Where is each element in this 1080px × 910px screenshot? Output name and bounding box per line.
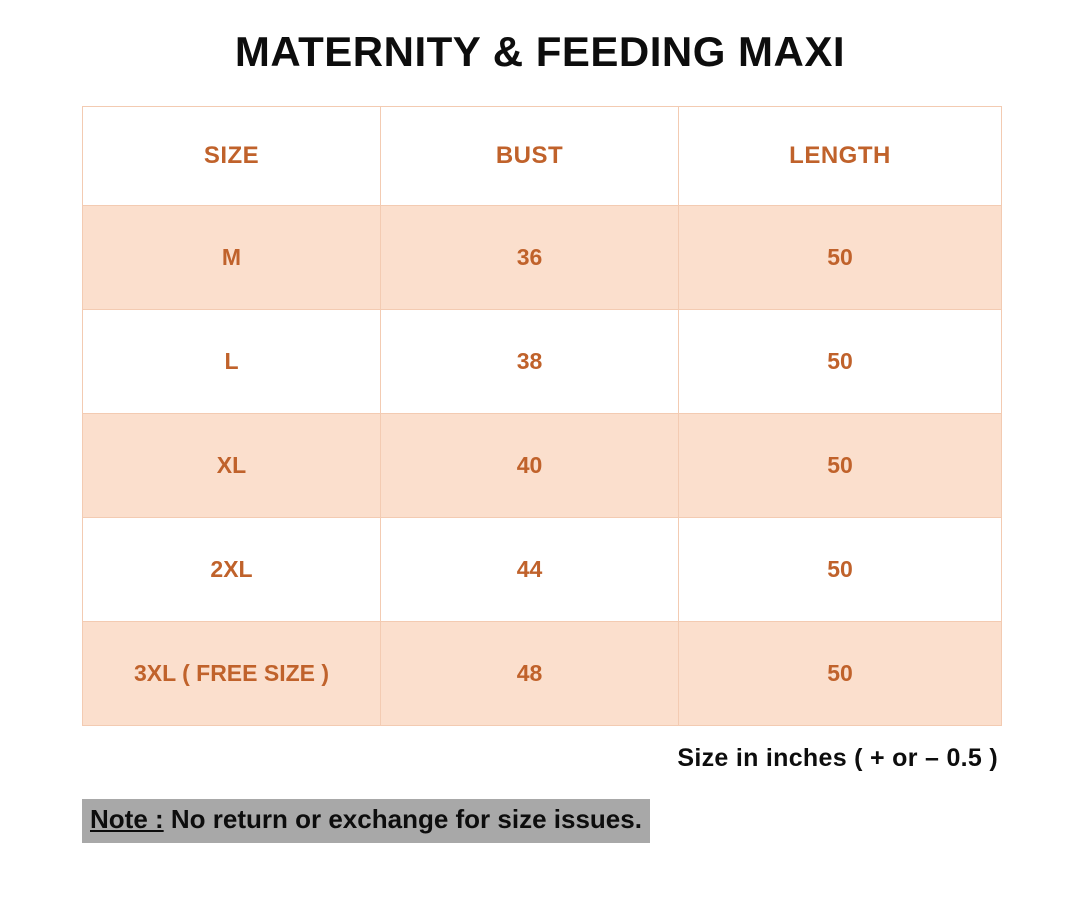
cell-bust: 44: [381, 518, 679, 622]
cell-bust: 48: [381, 622, 679, 726]
table-row: [83, 414, 1002, 518]
table-row: [83, 518, 1002, 622]
cell-size: 3XL ( FREE SIZE ): [83, 622, 381, 726]
cell-size: 2XL: [83, 518, 381, 622]
note-row: [82, 799, 1080, 843]
cell-size: L: [83, 310, 381, 414]
size-units-footnote: Size in inches ( + or – 0.5 ): [677, 744, 998, 772]
cell-bust: 36: [381, 206, 679, 310]
table-header: [83, 107, 1002, 206]
cell-bust: 40: [381, 414, 679, 518]
cell-length: 50: [679, 310, 1002, 414]
table-row: [83, 310, 1002, 414]
table-header-row: [83, 107, 1002, 206]
size-table: [82, 106, 1002, 726]
cell-bust: 38: [381, 310, 679, 414]
column-header-length: LENGTH: [679, 107, 1002, 206]
cell-size: M: [83, 206, 381, 310]
cell-length: 50: [679, 622, 1002, 726]
column-header-size: SIZE: [83, 107, 381, 206]
cell-length: 50: [679, 518, 1002, 622]
table-row: [83, 206, 1002, 310]
cell-length: 50: [679, 414, 1002, 518]
note-label: Note :: [90, 804, 164, 834]
size-table-container: [82, 106, 998, 726]
note-text: No return or exchange for size issues.: [163, 804, 642, 834]
cell-size: XL: [83, 414, 381, 518]
table-body: [83, 206, 1002, 726]
page-title: MATERNITY & FEEDING MAXI: [234, 28, 846, 75]
cell-length: 50: [679, 206, 1002, 310]
table-row: [83, 622, 1002, 726]
column-header-bust: BUST: [381, 107, 679, 206]
note-highlight: [82, 799, 650, 843]
